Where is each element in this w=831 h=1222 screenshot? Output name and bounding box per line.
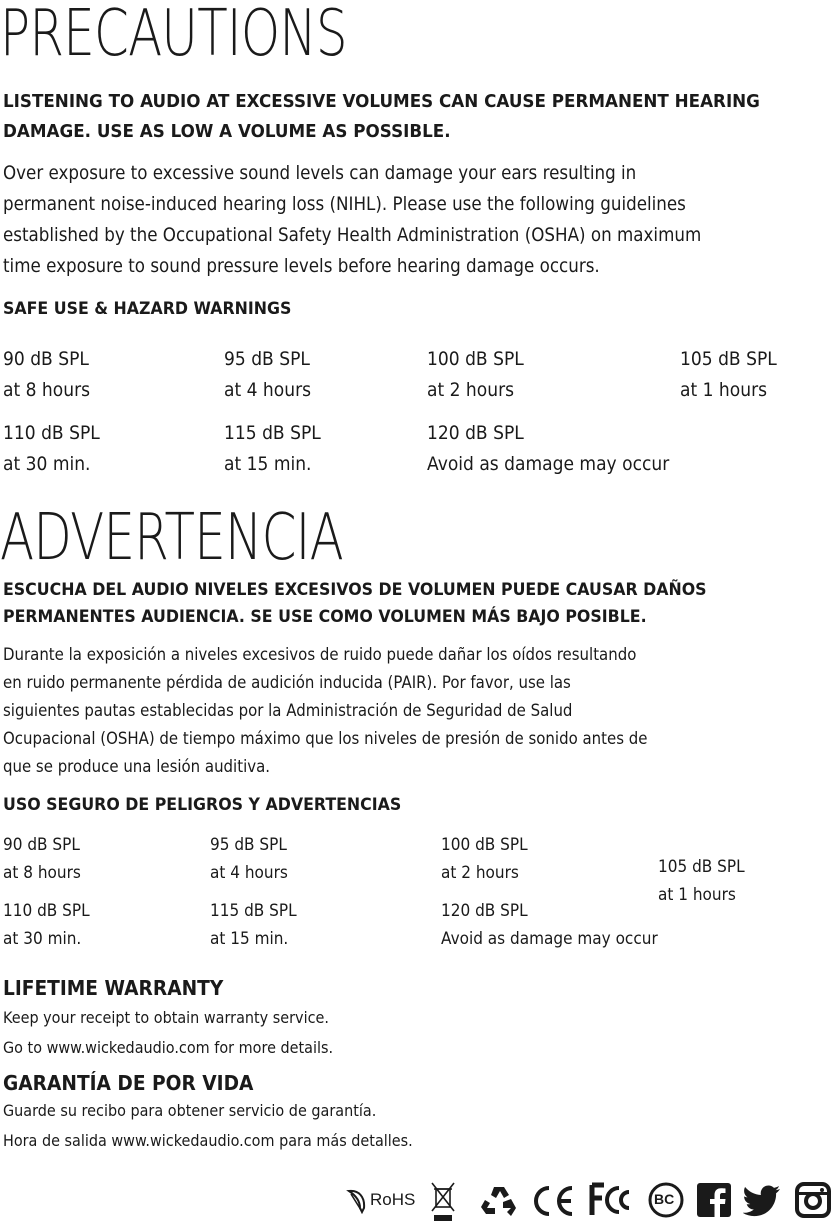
warranty-es-line: Guarde su recibo para obtener servicio de garantía. <box>3 1101 377 1120</box>
warranty-en-text <box>3 1003 333 1063</box>
exposure-time: at 30 min. <box>3 929 82 949</box>
bc-label: BC <box>654 1191 675 1207</box>
exposure-time: at 8 hours <box>3 379 91 401</box>
warranty-en-line: Go to www.wickedaudio.com for more details. <box>3 1038 334 1057</box>
advertencia-title: ADVERTENCIA <box>0 501 343 575</box>
en-warning-line-1: LISTENING TO AUDIO AT EXCESSIVE VOLUMES CAN CAUSE PERMANENT HEARING <box>3 91 760 112</box>
es-para-line: siguientes pautas establecidas por la Administración de Seguridad de Salud <box>3 701 573 721</box>
es-para-line: en ruido permanente pérdida de audición inducida (PAIR). Por favor, use las <box>3 673 571 693</box>
es-table-cell <box>441 831 528 887</box>
es-para-line: Durante la exposición a niveles excesivos de ruido puede dañar los oídos resultando <box>3 645 637 665</box>
en-warning-line-2: DAMAGE. USE AS LOW A VOLUME AS POSSIBLE. <box>3 121 451 142</box>
en-table-cell <box>224 418 321 480</box>
precautions-title: PRECAUTIONS <box>0 0 347 71</box>
es-table-cell <box>210 831 288 887</box>
spl-level: 115 dB SPL <box>210 901 297 921</box>
exposure-time: Avoid as damage may occur <box>441 929 658 949</box>
es-warning-line-1: ESCUCHA DEL AUDIO NIVELES EXCESIVOS DE VOLUMEN PUEDE CAUSAR DAÑOS <box>3 580 707 600</box>
spl-level: 120 dB SPL <box>441 901 528 921</box>
exposure-time: Avoid as damage may occur <box>427 453 670 475</box>
spl-level: 110 dB SPL <box>3 422 100 444</box>
bc-icon <box>648 1182 684 1218</box>
rohs-icon <box>345 1188 423 1216</box>
spl-level: 110 dB SPL <box>3 901 90 921</box>
warranty-es-text <box>3 1096 413 1156</box>
spl-level: 90 dB SPL <box>3 835 80 855</box>
exposure-time: at 2 hours <box>427 379 515 401</box>
weee-bin-icon <box>430 1181 456 1221</box>
en-table-cell <box>3 344 90 406</box>
facebook-icon[interactable] <box>697 1183 731 1217</box>
instagram-icon[interactable] <box>795 1182 831 1218</box>
exposure-time: at 15 min. <box>224 453 312 475</box>
spl-level: 100 dB SPL <box>427 348 524 370</box>
exposure-time: at 8 hours <box>3 863 81 883</box>
warranty-es-line: Hora de salida www.wickedaudio.com para más detalles. <box>3 1131 413 1150</box>
exposure-time: at 4 hours <box>210 863 288 883</box>
en-paragraph <box>3 158 701 282</box>
en-table-title: SAFE USE & HAZARD WARNINGS <box>3 299 292 319</box>
en-table-cell <box>3 418 100 480</box>
es-table-title: USO SEGURO DE PELIGROS Y ADVERTENCIAS <box>3 795 402 815</box>
en-para-line: time exposure to sound pressure levels before hearing damage occurs. <box>3 255 600 277</box>
exposure-time: at 15 min. <box>210 929 289 949</box>
es-table-cell <box>441 897 658 953</box>
es-table-cell <box>3 831 81 887</box>
ce-mark-icon <box>530 1184 576 1218</box>
spl-level: 90 dB SPL <box>3 348 89 370</box>
exposure-time: at 1 hours <box>680 379 768 401</box>
en-para-line: Over exposure to excessive sound levels can damage your ears resulting in <box>3 162 637 184</box>
exposure-time: at 30 min. <box>3 453 91 475</box>
en-table-cell <box>427 418 669 480</box>
exposure-time: at 2 hours <box>441 863 519 883</box>
es-para-line: Ocupacional (OSHA) de tiempo máximo que los niveles de presión de sonido antes de <box>3 729 648 749</box>
en-para-line: permanent noise-induced hearing loss (NIHL). Please use the following guidelines <box>3 193 686 215</box>
es-table-cell <box>658 853 745 909</box>
es-para-line: que se produce una lesión auditiva. <box>3 757 271 777</box>
rohs-label: RoHS <box>370 1190 416 1209</box>
en-table-cell <box>427 344 524 406</box>
spl-level: 100 dB SPL <box>441 835 528 855</box>
es-table-cell <box>210 897 297 953</box>
spl-level: 120 dB SPL <box>427 422 524 444</box>
spl-level: 95 dB SPL <box>210 835 287 855</box>
twitter-icon[interactable] <box>743 1185 781 1217</box>
warranty-en-title: LIFETIME WARRANTY <box>3 976 224 1000</box>
es-paragraph <box>3 641 647 781</box>
exposure-time: at 1 hours <box>658 885 736 905</box>
en-table-cell <box>680 344 777 406</box>
spl-level: 95 dB SPL <box>224 348 310 370</box>
en-table-cell <box>224 344 311 406</box>
es-table-cell <box>3 897 90 953</box>
warranty-es-title: GARANTÍA DE POR VIDA <box>3 1071 254 1095</box>
exposure-time: at 4 hours <box>224 379 312 401</box>
es-warning-line-2: PERMANENTES AUDIENCIA. SE USE COMO VOLUMEN MÁS BAJO POSIBLE. <box>3 607 647 627</box>
recycle-icon <box>480 1183 518 1219</box>
warranty-en-line: Keep your receipt to obtain warranty service. <box>3 1008 329 1027</box>
en-para-line: established by the Occupational Safety Health Administration (OSHA) on maximum <box>3 224 702 246</box>
spl-level: 105 dB SPL <box>680 348 777 370</box>
spl-level: 105 dB SPL <box>658 857 745 877</box>
spl-level: 115 dB SPL <box>224 422 321 444</box>
fcc-icon <box>589 1182 635 1218</box>
